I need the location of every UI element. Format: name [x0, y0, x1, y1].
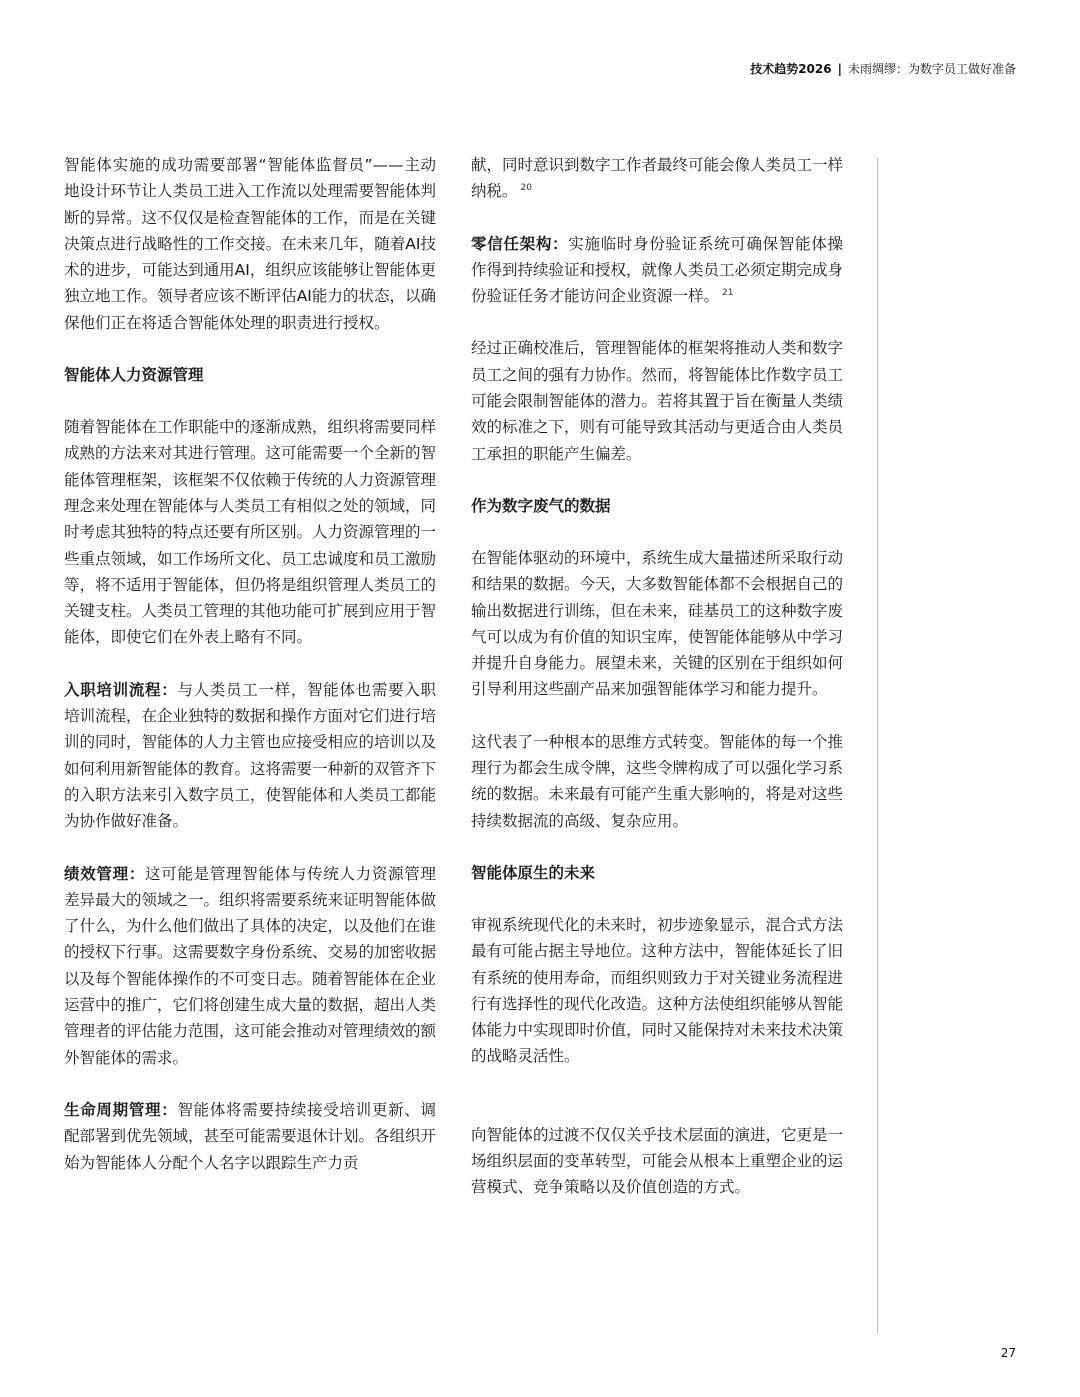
term-body: 实施临时身份验证系统可确保智能体操作得到持续验证和授权，就像人类员工必须定期完成身份验证任务才能访问企业资源一样。 [471, 234, 844, 306]
paragraph: 智能体实施的成功需要部署“智能体监督员”——主动地设计环节让人类员工进入工作流以处理需要智能体判断的异常。这不仅仅是检查智能体的工作，而是在关键决策点进行战略性的工作交接。在未来几年，随着AI技术的进步，可能达到通用AI，组织应该能够让智能体更独立地工作。领导者应该不断评估AI能力的状态，以确保他们正在将适合智能体处理的职责进行授权。 [64, 156, 437, 332]
paragraph-onboarding [64, 677, 436, 835]
term-body: 与人类员工一样，智能体也需要入职培训流程，在企业独特的数据和操作方面对它们进行培训的同时，智能体的人力主管也应接受相应的培训以及如何利用新智能体的教育。这将需要一种新的双管齐下的入职方法来引入数字员工，使智能体和人类员工都能为协作做好准备。 [64, 680, 437, 831]
header-subtitle: 未雨绸缪：为数字员工做好准备 [847, 62, 1016, 76]
term-label: 生命周期管理： [64, 1100, 178, 1119]
right-column [471, 152, 843, 1227]
footnote-ref[interactable]: 20 [520, 183, 532, 194]
footnote-ref[interactable]: 21 [722, 288, 734, 299]
paragraph: 随着智能体在工作职能中的逐渐成熟，组织将需要同样成熟的方法来对其进行管理。这可能需要一个全新的智能体管理框架，该框架不仅依赖于传统的人力资源管理理念来处理在智能体与人类员工有相似之处的领域，同时考虑其独特的特点还要有所区别。人力资源管理的一些重点领域，如工作场所文化、员工忠诚度和员工激励等，将不适用于智能体，但仍将是组织管理人类员工的关键支柱。人类员工管理的其他功能可扩展到应用于智能体，即使它们在外表上略有不同。 [64, 418, 437, 647]
header-separator: | [837, 62, 842, 76]
section-heading: 作为数字废气的数据 [471, 496, 611, 515]
paragraph-lifecycle [64, 1097, 436, 1176]
paragraph: 这代表了一种根本的思维方式转变。智能体的每一个推理行为都会生成令牌，这些令牌构成了可以强化学习系统的数据。未来最有可能产生重大影响的，将是对这些持续数据流的高级、复杂应用。 [471, 732, 844, 830]
paragraph: 审视系统现代化的未来时，初步迹象显示，混合式方法最有可能占据主导地位。这种方法中，智能体延长了旧有系统的使用寿命，而组织则致力于对关键业务流程进行有选择性的现代化改造。这种方法使组织能够从智能体能力中实现即时价值，同时又能保持对未来技术决策的战略灵活性。 [471, 915, 844, 1066]
paragraph: 在智能体驱动的环境中，系统生成大量描述所采取行动和结果的数据。今天，大多数智能体都不会根据自己的输出数据进行训练，但在未来，硅基员工的这种数字废气可以成为有价值的知识宝库，使智能体能够从中学习并提升自身能力。展望未来，关键的区别在于组织如何引导利用这些副产品来加强智能体学习和能力提升。 [471, 548, 844, 699]
paragraph: 献，同时意识到数字工作者最终可能会像人类员工一样纳税。 $^{20}$ [471, 156, 844, 201]
header-title: 技术趋势2026 [750, 62, 832, 76]
vertical-divider [877, 158, 878, 1333]
term-body: 智能体将需要持续接受培训更新、调配部署到优先领域，甚至可能需要退休计划。各组织开始为智能体人分配个人名字以跟踪生产力贡 [64, 1100, 437, 1172]
page-number: 27 [1000, 1346, 1016, 1360]
term-label: 零信任架构： [471, 234, 569, 253]
paragraph: 向智能体的过渡不仅仅关乎技术层面的演进，它更是一场组织层面的变革转型，可能会从根本上重塑企业的运营模式、竞争策略以及价值创造的方式。 [471, 1125, 844, 1197]
term-label: 绩效管理： [64, 864, 146, 883]
term-label: 入职培训流程： [64, 680, 178, 699]
running-header [750, 60, 1016, 77]
paragraph-performance [64, 861, 436, 1071]
paragraph-zero-trust [471, 231, 843, 310]
section-heading: 智能体原生的未来 [471, 863, 596, 882]
term-body: 这可能是管理智能体与传统人力资源管理差异最大的领域之一。组织将需要系统来证明智能体做了什么，为什么他们做出了具体的决定，以及他们在谁的授权下行事。这需要数字身份系统、交易的加密收据以及每个智能体操作的不可变日志。随着智能体在企业运营中的推广，它们将创建生成大量的数据，超出人类管理者的评估能力范围，这可能会推动对管理绩效的额外智能体的需求。 [64, 864, 437, 1067]
section-heading: 智能体人力资源管理 [64, 366, 204, 385]
paragraph: 经过正确校准后，管理智能体的框架将推动人类和数字员工之间的强有力协作。然而，将智能体比作数字员工可能会限制智能体的潜力。若将其置于旨在衡量人类绩效的标准之下，则有可能导致其活动与更适合由人类员工承担的职能产生偏差。 [471, 339, 844, 463]
left-column [64, 152, 436, 1202]
